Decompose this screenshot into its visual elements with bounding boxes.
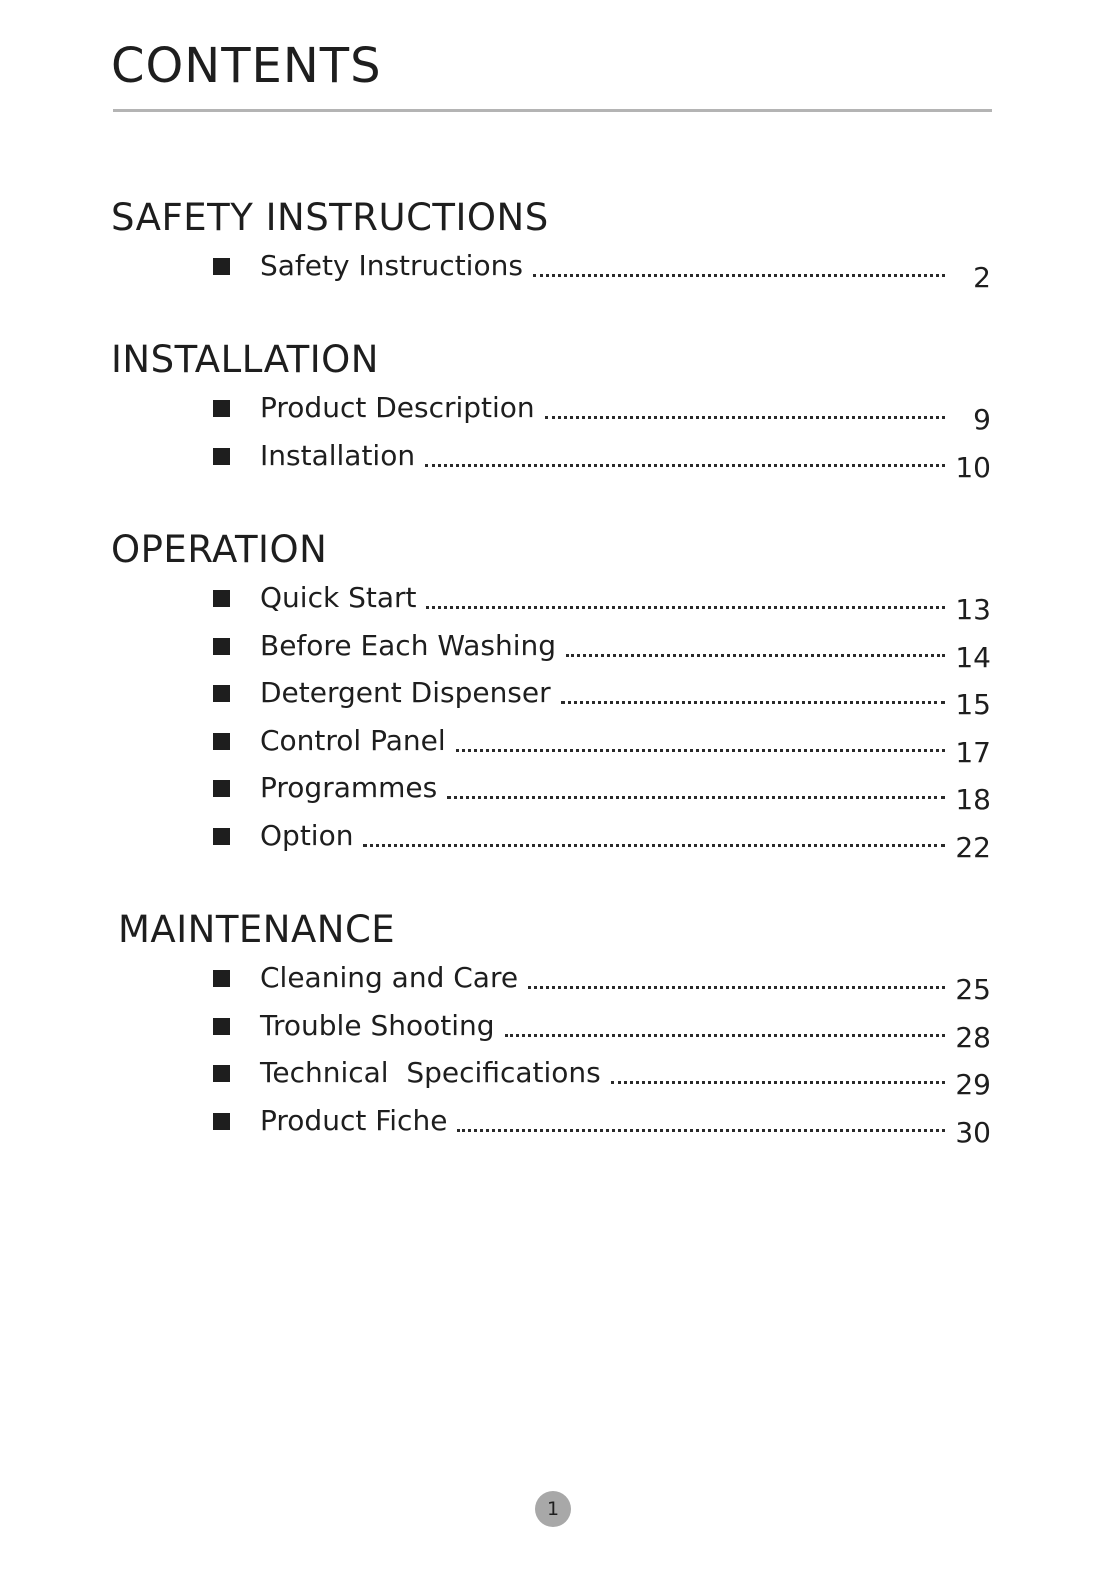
section-heading: INSTALLATION	[111, 338, 379, 381]
toc-entry-product-fiche[interactable]	[118, 1103, 991, 1151]
toc-entry-label: Safety Instructions	[260, 249, 523, 283]
section-heading: OPERATION	[111, 528, 328, 571]
toc-entry-trouble-shooting[interactable]	[118, 1008, 991, 1056]
toc-entry-label: Product Fiche	[260, 1103, 448, 1137]
square-bullet-icon	[213, 828, 230, 845]
section-heading: MAINTENANCE	[118, 908, 396, 951]
dot-leader	[566, 628, 945, 657]
dot-leader	[561, 675, 945, 704]
toc-entry-technical-specifications[interactable]	[118, 1055, 991, 1103]
toc-entry-page: 14	[955, 640, 991, 674]
square-bullet-icon	[213, 1018, 230, 1035]
square-bullet-icon	[213, 685, 230, 702]
toc-entry-label: Control Panel	[260, 723, 446, 757]
square-bullet-icon	[213, 1065, 230, 1082]
toc-list	[111, 390, 991, 485]
section-operation	[111, 528, 991, 865]
square-bullet-icon	[213, 1113, 230, 1130]
toc-entry-page: 22	[955, 830, 991, 864]
toc-entry-label: Technical Specifications	[260, 1056, 601, 1090]
toc-entry-control-panel[interactable]	[111, 723, 991, 771]
dot-leader	[545, 390, 945, 419]
square-bullet-icon	[213, 590, 230, 607]
toc-entry-label: Cleaning and Care	[260, 961, 519, 995]
toc-entry-page: 2	[973, 261, 991, 295]
toc-entry-label: Before Each Washing	[260, 628, 557, 662]
toc-entry-page: 29	[955, 1068, 991, 1102]
square-bullet-icon	[213, 400, 230, 417]
toc-entry-page: 9	[973, 403, 991, 437]
toc-entry-installation[interactable]	[111, 438, 991, 486]
toc-entry-label: Installation	[260, 438, 416, 472]
toc-list	[118, 960, 991, 1150]
page-number-badge: 1	[535, 1491, 571, 1527]
dot-leader	[426, 580, 945, 609]
square-bullet-icon	[213, 970, 230, 987]
toc-entry-label: Trouble Shooting	[260, 1008, 495, 1042]
dot-leader	[363, 818, 945, 847]
dot-leader	[505, 1008, 946, 1037]
toc-entry-label: Programmes	[260, 771, 438, 805]
dot-leader	[456, 723, 945, 752]
toc-entry-page: 28	[955, 1020, 991, 1054]
toc-entry-programmes[interactable]	[111, 770, 991, 818]
toc-list	[111, 580, 991, 865]
dot-leader	[457, 1103, 945, 1132]
dot-leader	[425, 438, 945, 467]
square-bullet-icon	[213, 780, 230, 797]
toc-entry-page: 25	[955, 973, 991, 1007]
toc-entry-safety-instructions[interactable]	[111, 248, 991, 296]
toc-entry-label: Option	[260, 818, 354, 852]
toc-entry-label: Product Description	[260, 391, 535, 425]
toc-entry-before-each-washing[interactable]	[111, 628, 991, 676]
section-safety-instructions	[111, 196, 991, 296]
dot-leader	[611, 1055, 945, 1084]
dot-leader	[528, 960, 945, 989]
dot-leader	[447, 770, 945, 799]
page-title: CONTENTS	[111, 38, 382, 94]
toc-entry-page: 18	[955, 783, 991, 817]
toc-list	[111, 248, 991, 296]
title-divider	[113, 109, 992, 112]
toc-entry-page: 30	[955, 1115, 991, 1149]
square-bullet-icon	[213, 638, 230, 655]
toc-entry-cleaning-and-care[interactable]	[118, 960, 991, 1008]
square-bullet-icon	[213, 258, 230, 275]
section-installation	[111, 338, 991, 485]
toc-entry-option[interactable]	[111, 818, 991, 866]
square-bullet-icon	[213, 733, 230, 750]
toc-entry-page: 13	[955, 593, 991, 627]
square-bullet-icon	[213, 448, 230, 465]
toc-entry-detergent-dispenser[interactable]	[111, 675, 991, 723]
toc-entry-label: Detergent Dispenser	[260, 676, 551, 710]
section-maintenance	[118, 908, 991, 1150]
toc-entry-label: Quick Start	[260, 581, 417, 615]
toc-entry-page: 15	[955, 688, 991, 722]
section-heading: SAFETY INSTRUCTIONS	[111, 196, 549, 239]
toc-entry-quick-start[interactable]	[111, 580, 991, 628]
toc-entry-product-description[interactable]	[111, 390, 991, 438]
toc-entry-page: 10	[955, 450, 991, 484]
dot-leader	[533, 248, 945, 277]
toc-entry-page: 17	[955, 735, 991, 769]
